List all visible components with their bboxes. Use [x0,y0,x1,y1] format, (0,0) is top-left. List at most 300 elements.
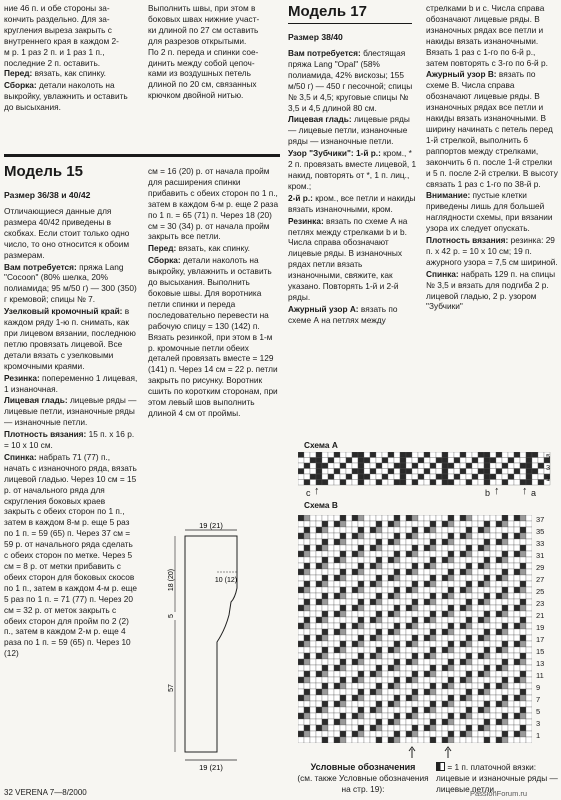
chart-cell [430,463,436,469]
chart-cell [340,551,346,557]
chart-cell [394,605,400,611]
chart-cell [322,480,328,486]
chart-cell [310,653,316,659]
chart-cell [310,463,316,469]
chart-cell [502,605,508,611]
chart-cell [304,605,310,611]
chart-cell [400,671,406,677]
chart-cell [328,689,334,695]
chart-cell [334,605,340,611]
chart-cell [334,641,340,647]
chart-cell [454,689,460,695]
chart-cell [526,725,532,731]
chart-cell [514,641,520,647]
chart-cell [322,605,328,611]
chart-cell [442,533,448,539]
chart-cell [406,677,412,683]
chart-cell [388,515,394,521]
chart-cell [478,463,484,469]
chart-cell [442,671,448,677]
chart-cell [298,587,304,593]
scheme-b-row-number: 17 [536,635,545,644]
chart-cell [460,677,466,683]
chart-cell [352,527,358,533]
chart-cell [370,545,376,551]
chart-cell [376,463,382,469]
scheme-a-arrow-label: a [531,488,537,498]
chart-cell [430,599,436,605]
scheme-a-grid [298,452,554,486]
chart-cell [298,551,304,557]
chart-cell [418,551,424,557]
chart-cell [298,629,304,635]
chart-cell [466,677,472,683]
chart-cell [424,563,430,569]
chart-cell [334,719,340,725]
chart-cell [298,671,304,677]
chart-cell [526,587,532,593]
chart-cell [526,623,532,629]
chart-cell [520,557,526,563]
chart-cell [334,611,340,617]
chart-cell [376,539,382,545]
chart-cell [352,719,358,725]
scheme-a-arrow-label: b [485,488,491,498]
chart-cell [322,515,328,521]
chart-cell [442,635,448,641]
chart-cell [358,647,364,653]
chart-cell [448,647,454,653]
chart-cell [394,677,400,683]
chart-cell [466,527,472,533]
chart-cell [508,701,514,707]
chart-cell [430,515,436,521]
chart-cell [466,737,472,743]
chart-cell [520,611,526,617]
chart-cell [322,581,328,587]
chart-cell [352,641,358,647]
chart-cell [424,539,430,545]
chart-cell [496,665,502,671]
chart-cell [400,581,406,587]
chart-cell [382,474,388,480]
chart-cell [412,659,418,665]
chart-cell [298,665,304,671]
chart-cell [298,635,304,641]
chart-cell [370,463,376,469]
chart-cell [352,515,358,521]
chart-cell [502,463,508,469]
chart-cell [364,665,370,671]
top-mid-line: для разрезов открытыми. [148,35,247,46]
chart-cell [382,641,388,647]
chart-cell [502,719,508,725]
chart-cell [334,539,340,545]
chart-cell [418,653,424,659]
chart-cell [496,563,502,569]
chart-cell [508,533,514,539]
chart-cell [316,563,322,569]
chart-cell [460,707,466,713]
chart-cell [484,521,490,527]
chart-cell [496,569,502,575]
chart-cell [448,551,454,557]
model15-mid-paragraph [148,255,280,419]
chart-cell [490,629,496,635]
chart-cell [448,545,454,551]
chart-cell [502,737,508,743]
chart-cell [364,641,370,647]
right-column [426,3,558,313]
chart-cell [508,527,514,533]
chart-cell [436,725,442,731]
chart-cell [310,469,316,475]
chart-cell [310,629,316,635]
chart-cell [442,463,448,469]
chart-cell [490,605,496,611]
chart-cell [316,469,322,475]
chart-cell [436,653,442,659]
chart-cell [304,527,310,533]
chart-cell [508,474,514,480]
chart-cell [496,581,502,587]
chart-cell [412,605,418,611]
chart-cell [400,515,406,521]
chart-cell [346,593,352,599]
chart-cell [376,713,382,719]
chart-cell [370,569,376,575]
chart-cell [466,551,472,557]
chart-cell [424,569,430,575]
model15-left-paragraph [4,373,138,395]
chart-cell [412,701,418,707]
chart-cell [412,458,418,464]
chart-cell [490,452,496,458]
chart-cell [472,653,478,659]
chart-cell [478,587,484,593]
chart-cell [388,695,394,701]
chart-cell [460,575,466,581]
chart-cell [310,452,316,458]
chart-cell [520,689,526,695]
chart-cell [442,695,448,701]
chart-cell [358,605,364,611]
chart-cell [352,581,358,587]
chart-cell [472,469,478,475]
chart-cell [490,521,496,527]
chart-cell [460,617,466,623]
chart-cell [466,587,472,593]
chart-cell [412,677,418,683]
chart-cell [340,695,346,701]
chart-cell [394,539,400,545]
chart-cell [412,719,418,725]
chart-cell [310,713,316,719]
chart-cell [532,458,538,464]
chart-cell [364,480,370,486]
chart-cell [316,731,322,737]
chart-cell [442,737,448,743]
model15-left-paragraph-text: лицевые ряды — лицевые петли, изнаночные ряды — изнаночные петли. [4,395,137,428]
dim-5-label: 5 [168,614,175,618]
chart-cell [322,557,328,563]
chart-cell [394,557,400,563]
chart-cell [346,635,352,641]
chart-cell [424,545,430,551]
chart-cell [526,689,532,695]
chart-cell [316,575,322,581]
chart-cell [310,677,316,683]
chart-cell [442,587,448,593]
chart-cell [376,452,382,458]
chart-cell [538,480,544,486]
chart-cell [520,593,526,599]
chart-cell [322,463,328,469]
chart-cell [430,725,436,731]
chart-cell [376,683,382,689]
chart-cell [526,527,532,533]
chart-cell [388,545,394,551]
chart-cell [394,731,400,737]
chart-cell [352,575,358,581]
chart-cell [478,551,484,557]
chart-cell [406,635,412,641]
chart-cell [478,719,484,725]
chart-cell [400,575,406,581]
chart-cell [424,533,430,539]
chart-cell [304,737,310,743]
chart-cell [364,707,370,713]
chart-cell [316,533,322,539]
chart-cell [418,683,424,689]
chart-cell [310,458,316,464]
chart-cell [448,725,454,731]
chart-cell [310,701,316,707]
chart-cell [454,452,460,458]
chart-cell [496,539,502,545]
chart-cell [520,737,526,743]
chart-cell [436,623,442,629]
model17-paragraph-text: кром., все петли и накиды вязать изнаночными, кром. [288,192,416,214]
chart-cell [388,469,394,475]
chart-cell [466,713,472,719]
chart-cell [424,458,430,464]
chart-cell [322,521,328,527]
chart-cell [406,707,412,713]
chart-cell [364,593,370,599]
chart-cell [394,701,400,707]
model17-column [288,48,418,327]
chart-cell [346,677,352,683]
chart-cell [466,659,472,665]
chart-cell [358,539,364,545]
chart-cell [496,695,502,701]
scheme-a-row-number: 3 [546,463,551,472]
chart-cell [352,629,358,635]
chart-cell [310,605,316,611]
chart-cell [514,695,520,701]
chart-cell [358,707,364,713]
chart-cell [346,671,352,677]
chart-cell [382,581,388,587]
chart-cell [358,623,364,629]
chart-cell [358,629,364,635]
chart-cell [526,599,532,605]
chart-cell [484,569,490,575]
chart-cell [502,647,508,653]
chart-cell [472,527,478,533]
chart-cell [502,665,508,671]
chart-cell [442,629,448,635]
chart-cell [472,659,478,665]
chart-cell [364,581,370,587]
chart-cell [388,480,394,486]
chart-cell [322,719,328,725]
chart-cell [436,515,442,521]
chart-cell [364,474,370,480]
chart-cell [352,647,358,653]
chart-cell [346,581,352,587]
chart-cell [472,581,478,587]
chart-cell [496,551,502,557]
chart-cell [502,629,508,635]
chart-cell [442,731,448,737]
chart-cell [520,551,526,557]
chart-cell [370,521,376,527]
scheme-b-row-number: 23 [536,599,545,608]
chart-cell [406,480,412,486]
chart-cell [484,545,490,551]
chart-cell [322,563,328,569]
chart-cell [322,677,328,683]
chart-cell [436,659,442,665]
chart-cell [388,563,394,569]
chart-cell [316,599,322,605]
chart-cell [328,671,334,677]
chart-cell [334,677,340,683]
chart-cell [328,569,334,575]
chart-cell [406,515,412,521]
chart-cell [490,677,496,683]
chart-cell [430,677,436,683]
chart-cell [418,689,424,695]
chart-cell [364,545,370,551]
chart-cell [298,569,304,575]
arrow-up-icon: ↑ [522,485,528,497]
chart-cell [442,653,448,659]
chart-cell [310,731,316,737]
chart-cell [304,731,310,737]
chart-cell [400,641,406,647]
chart-cell [418,599,424,605]
chart-cell [484,557,490,563]
chart-cell [442,551,448,557]
chart-cell [460,452,466,458]
chart-cell [352,551,358,557]
chart-cell [472,671,478,677]
chart-cell [442,515,448,521]
chart-cell [388,527,394,533]
chart-cell [520,474,526,480]
chart-cell [490,533,496,539]
chart-cell [496,527,502,533]
chart-cell [502,725,508,731]
chart-cell [496,719,502,725]
top-mid-line: длиной по 20 см, связанных [148,79,257,90]
model17-paragraph-text: лицевые ряды — лицевые петли, изнаночные ряды — изнаночные петли. [288,114,410,147]
chart-cell [394,469,400,475]
scheme-b-row-number: 3 [536,719,541,728]
chart-cell [400,689,406,695]
chart-cell [484,641,490,647]
chart-cell [478,569,484,575]
chart-cell [496,683,502,689]
chart-cell [424,611,430,617]
chart-cell [352,569,358,575]
chart-cell [412,713,418,719]
chart-cell [448,539,454,545]
chart-cell [508,563,514,569]
chart-cell [424,581,430,587]
chart-cell [400,527,406,533]
chart-cell [496,593,502,599]
chart-cell [316,521,322,527]
chart-cell [346,563,352,569]
top-left-line: последние 2 п. оставить. [4,57,101,68]
chart-cell [388,665,394,671]
chart-cell [484,605,490,611]
chart-cell [448,653,454,659]
chart-cell [400,474,406,480]
chart-cell [472,480,478,486]
chart-cell [436,593,442,599]
chart-cell [412,629,418,635]
chart-cell [490,701,496,707]
chart-cell [370,527,376,533]
chart-cell [406,701,412,707]
chart-cell [304,581,310,587]
chart-cell [418,569,424,575]
chart-cell [520,701,526,707]
chart-cell [340,647,346,653]
chart-cell [376,515,382,521]
chart-cell [502,617,508,623]
chart-cell [352,452,358,458]
chart-cell [352,707,358,713]
chart-cell [340,737,346,743]
chart-cell [436,611,442,617]
chart-cell [496,458,502,464]
chart-cell [526,683,532,689]
chart-cell [364,521,370,527]
chart-cell [460,480,466,486]
chart-cell [316,659,322,665]
chart-cell [490,707,496,713]
chart-cell [394,617,400,623]
chart-cell [394,452,400,458]
chart-cell [400,647,406,653]
chart-cell [370,458,376,464]
chart-cell [304,452,310,458]
chart-cell [376,737,382,743]
chart-cell [334,593,340,599]
chart-cell [436,521,442,527]
chart-cell [484,725,490,731]
chart-cell [358,653,364,659]
chart-cell [520,677,526,683]
chart-cell [370,539,376,545]
chart-cell [448,671,454,677]
